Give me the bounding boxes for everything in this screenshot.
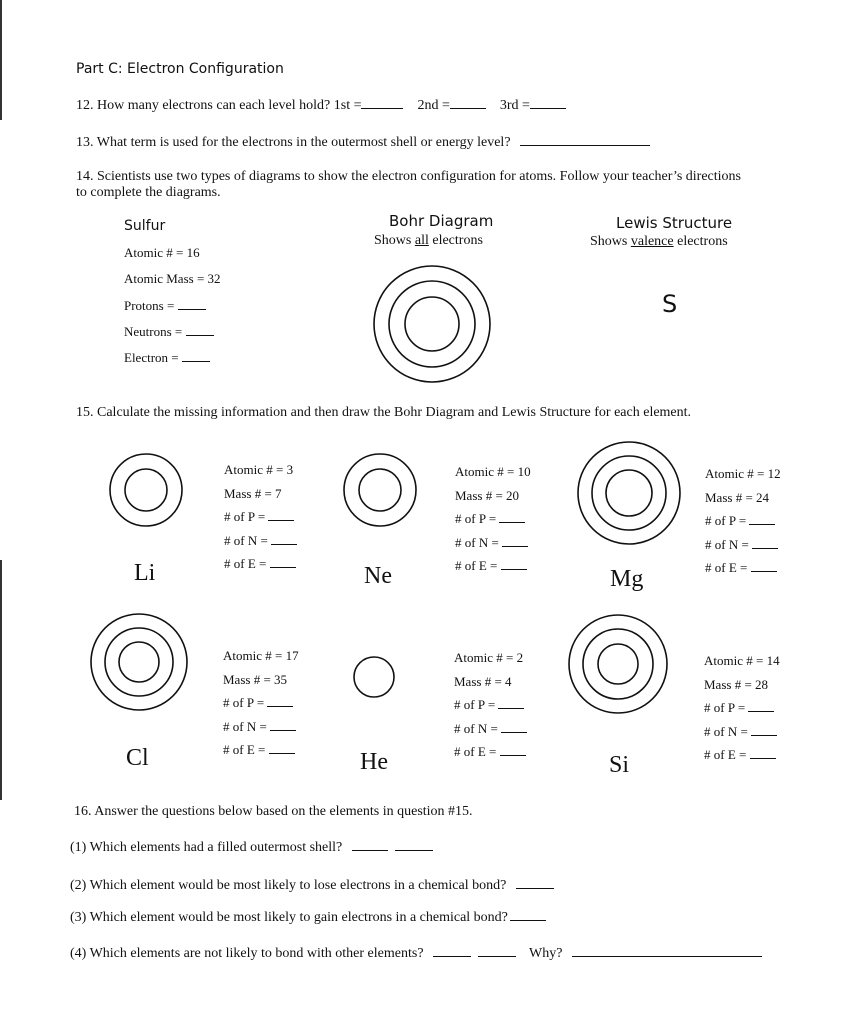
question-13-blank[interactable] bbox=[520, 133, 650, 146]
atomic-number: Atomic # = 12 bbox=[705, 466, 781, 481]
electrons-label: # of E = bbox=[454, 744, 497, 759]
part-title: Part C: Electron Configuration bbox=[76, 61, 284, 77]
electrons-blank[interactable] bbox=[751, 559, 777, 572]
bohr-subtitle-underlined: all bbox=[414, 233, 429, 248]
question-14-line-2: to complete the diagrams. bbox=[76, 185, 221, 200]
sulfur-neutrons bbox=[124, 323, 214, 340]
neutrons-blank[interactable] bbox=[752, 536, 778, 549]
question-16-2-text: (2) Which element would be most likely to lose electrons in a chemical bond? bbox=[70, 878, 507, 893]
level-2-label: 2nd = bbox=[417, 98, 450, 113]
element-symbol: Li bbox=[134, 560, 156, 586]
question-16-4 bbox=[70, 944, 762, 962]
bohr-shell bbox=[592, 456, 666, 530]
sulfur-protons-label: Protons = bbox=[124, 298, 175, 313]
question-16-2-blank[interactable] bbox=[516, 876, 554, 889]
bohr-shell bbox=[105, 628, 173, 696]
bohr-shell bbox=[110, 454, 182, 526]
sulfur-electron-label: Electron = bbox=[124, 350, 179, 365]
sulfur-protons-blank[interactable] bbox=[178, 297, 206, 310]
atomic-number: Atomic # = 14 bbox=[704, 653, 780, 668]
electrons-label: # of E = bbox=[704, 747, 747, 762]
sulfur-electron-blank[interactable] bbox=[182, 349, 210, 362]
electrons-row bbox=[704, 743, 780, 767]
question-15-text: 15. Calculate the missing information and then draw the Bohr Diagram and Lewis Structure for each element. bbox=[76, 405, 692, 420]
scan-edge-mark bbox=[0, 0, 2, 120]
bohr-subtitle-post: electrons bbox=[428, 233, 483, 248]
electrons-label: # of E = bbox=[223, 742, 266, 757]
question-16-1-text: (1) Which elements had a filled outermost shell? bbox=[70, 840, 343, 855]
mass-number: Mass # = 24 bbox=[705, 489, 770, 505]
neutrons-label: # of N = bbox=[224, 532, 268, 548]
mass-number: Mass # = 28 bbox=[704, 676, 769, 692]
neutrons-blank[interactable] bbox=[751, 723, 777, 736]
question-16-3-blank[interactable] bbox=[510, 908, 546, 921]
neutrons-blank[interactable] bbox=[501, 720, 527, 733]
neutrons-row bbox=[454, 717, 527, 741]
sulfur-mass: Atomic Mass = 32 bbox=[124, 271, 221, 286]
lewis-title: Lewis Structure bbox=[616, 214, 733, 232]
lewis-subtitle-post: electrons bbox=[673, 234, 728, 249]
element-info-li bbox=[224, 458, 297, 576]
element-info-ne bbox=[455, 460, 531, 578]
bohr-subtitle bbox=[374, 233, 483, 249]
question-16-3 bbox=[70, 908, 546, 926]
sulfur-protons bbox=[124, 297, 206, 314]
level-3-label: 3rd = bbox=[499, 98, 530, 113]
mass-number: Mass # = 4 bbox=[454, 673, 512, 689]
element-info-he bbox=[454, 646, 527, 764]
electrons-row bbox=[223, 738, 299, 762]
question-16-4-blank-a[interactable] bbox=[433, 944, 471, 957]
element-symbol: Si bbox=[609, 752, 630, 778]
bohr-shell bbox=[344, 454, 416, 526]
sulfur-neutrons-blank[interactable] bbox=[186, 323, 214, 336]
bohr-nucleus bbox=[354, 657, 394, 697]
question-16-3-text: (3) Which element would be most likely to gain electrons in a chemical bond? bbox=[70, 910, 508, 925]
neutrons-label: # of N = bbox=[455, 534, 499, 550]
question-16-1 bbox=[70, 838, 433, 856]
question-16-2 bbox=[70, 876, 554, 894]
sulfur-title: Sulfur bbox=[124, 218, 166, 234]
neutrons-row bbox=[455, 531, 531, 555]
electrons-blank[interactable] bbox=[500, 743, 526, 756]
bohr-nucleus bbox=[405, 297, 459, 351]
atomic-number: Atomic # = 3 bbox=[224, 462, 294, 477]
question-16-text: 16. Answer the questions below based on the elements in question #15. bbox=[74, 804, 473, 819]
protons-blank[interactable] bbox=[499, 510, 525, 523]
protons-row bbox=[223, 691, 299, 715]
atomic-number: Atomic # = 2 bbox=[454, 650, 524, 665]
sulfur-atomic: Atomic # = 16 bbox=[124, 245, 200, 260]
ne-bohr-diagram bbox=[342, 452, 418, 528]
electrons-label: # of E = bbox=[705, 560, 748, 575]
electrons-label: # of E = bbox=[224, 556, 267, 571]
electrons-blank[interactable] bbox=[269, 741, 295, 754]
question-13 bbox=[76, 133, 650, 151]
bohr-nucleus bbox=[606, 470, 652, 516]
protons-row bbox=[704, 696, 780, 720]
bohr-nucleus bbox=[125, 469, 167, 511]
element-symbol: Ne bbox=[364, 563, 392, 589]
electrons-blank[interactable] bbox=[750, 746, 776, 759]
electrons-row bbox=[454, 740, 527, 764]
sulfur-bohr-diagram bbox=[372, 264, 492, 384]
bohr-nucleus bbox=[119, 642, 159, 682]
protons-row bbox=[454, 693, 527, 717]
question-16-4-blank-b[interactable] bbox=[478, 944, 516, 957]
protons-blank[interactable] bbox=[749, 512, 775, 525]
lewis-subtitle bbox=[590, 234, 728, 250]
electrons-blank[interactable] bbox=[501, 557, 527, 570]
mg-bohr-diagram bbox=[576, 440, 682, 546]
protons-label: # of P = bbox=[455, 511, 497, 526]
lewis-symbol-sulfur: S bbox=[662, 290, 678, 318]
mass-number: Mass # = 20 bbox=[455, 487, 520, 503]
lewis-subtitle-pre: Shows bbox=[590, 234, 631, 249]
question-16-1-blank-b[interactable] bbox=[395, 838, 433, 851]
protons-label: # of P = bbox=[705, 513, 747, 528]
bohr-shell bbox=[578, 442, 680, 544]
neutrons-label: # of N = bbox=[705, 536, 749, 552]
bohr-nucleus bbox=[359, 469, 401, 511]
bohr-shell bbox=[374, 266, 490, 382]
bohr-nucleus bbox=[598, 644, 638, 684]
question-16-1-blank-a[interactable] bbox=[352, 838, 388, 851]
question-14-line-1: 14. Scientists use two types of diagrams to show the electron configuration for atoms. Follow your teacher’s directions bbox=[76, 169, 741, 184]
electrons-row bbox=[455, 554, 531, 578]
neutrons-blank[interactable] bbox=[271, 532, 297, 545]
sulfur-neutrons-label: Neutrons = bbox=[124, 324, 183, 339]
level-1-blank[interactable] bbox=[361, 96, 403, 109]
level-3-blank[interactable] bbox=[530, 96, 566, 109]
element-symbol: He bbox=[360, 749, 388, 775]
neutrons-row bbox=[705, 533, 781, 557]
protons-row bbox=[224, 505, 297, 529]
protons-blank[interactable] bbox=[268, 508, 294, 521]
mass-number: Mass # = 7 bbox=[224, 485, 282, 501]
electrons-blank[interactable] bbox=[270, 555, 296, 568]
mass-number: Mass # = 35 bbox=[223, 671, 288, 687]
protons-label: # of P = bbox=[224, 509, 266, 524]
question-12 bbox=[76, 96, 566, 114]
neutrons-blank[interactable] bbox=[502, 534, 528, 547]
protons-blank[interactable] bbox=[498, 696, 524, 709]
element-symbol: Cl bbox=[126, 745, 149, 771]
bohr-title: Bohr Diagram bbox=[389, 212, 494, 230]
question-12-text: 12. How many electrons can each level hold? bbox=[76, 98, 331, 113]
bohr-shell bbox=[389, 281, 475, 367]
bohr-subtitle-pre: Shows bbox=[374, 233, 415, 248]
electrons-row bbox=[224, 552, 297, 576]
he-bohr-diagram bbox=[352, 655, 396, 699]
neutrons-blank[interactable] bbox=[270, 718, 296, 731]
neutrons-label: # of N = bbox=[454, 720, 498, 736]
element-info-mg bbox=[705, 462, 781, 580]
cl-bohr-diagram bbox=[89, 612, 189, 712]
neutrons-row bbox=[704, 720, 780, 744]
electrons-row bbox=[705, 556, 781, 580]
question-13-text: 13. What term is used for the electrons in the outermost shell or energy level? bbox=[76, 135, 511, 150]
lewis-subtitle-underlined: valence bbox=[630, 234, 674, 249]
si-bohr-diagram bbox=[567, 613, 669, 715]
atomic-number: Atomic # = 17 bbox=[223, 648, 299, 663]
element-info-cl bbox=[223, 644, 299, 762]
neutrons-row bbox=[223, 715, 299, 739]
li-bohr-diagram bbox=[108, 452, 184, 528]
why-label: Why? bbox=[529, 946, 563, 961]
element-symbol: Mg bbox=[610, 566, 644, 592]
electrons-label: # of E = bbox=[455, 558, 498, 573]
protons-label: # of P = bbox=[454, 697, 496, 712]
element-info-si bbox=[704, 649, 780, 767]
protons-label: # of P = bbox=[704, 700, 746, 715]
why-blank[interactable] bbox=[572, 944, 762, 957]
neutrons-label: # of N = bbox=[704, 723, 748, 739]
protons-row bbox=[705, 509, 781, 533]
bohr-shell bbox=[583, 629, 653, 699]
atomic-number: Atomic # = 10 bbox=[455, 464, 531, 479]
protons-row bbox=[455, 507, 531, 531]
protons-label: # of P = bbox=[223, 695, 265, 710]
sulfur-electron bbox=[124, 349, 210, 366]
question-16-4-text: (4) Which elements are not likely to bond with other elements? bbox=[70, 946, 424, 961]
neutrons-label: # of N = bbox=[223, 718, 267, 734]
level-2-blank[interactable] bbox=[450, 96, 486, 109]
level-1-label: 1st = bbox=[333, 98, 362, 113]
protons-blank[interactable] bbox=[748, 699, 774, 712]
protons-blank[interactable] bbox=[267, 694, 293, 707]
scan-edge-mark bbox=[0, 560, 2, 800]
neutrons-row bbox=[224, 529, 297, 553]
